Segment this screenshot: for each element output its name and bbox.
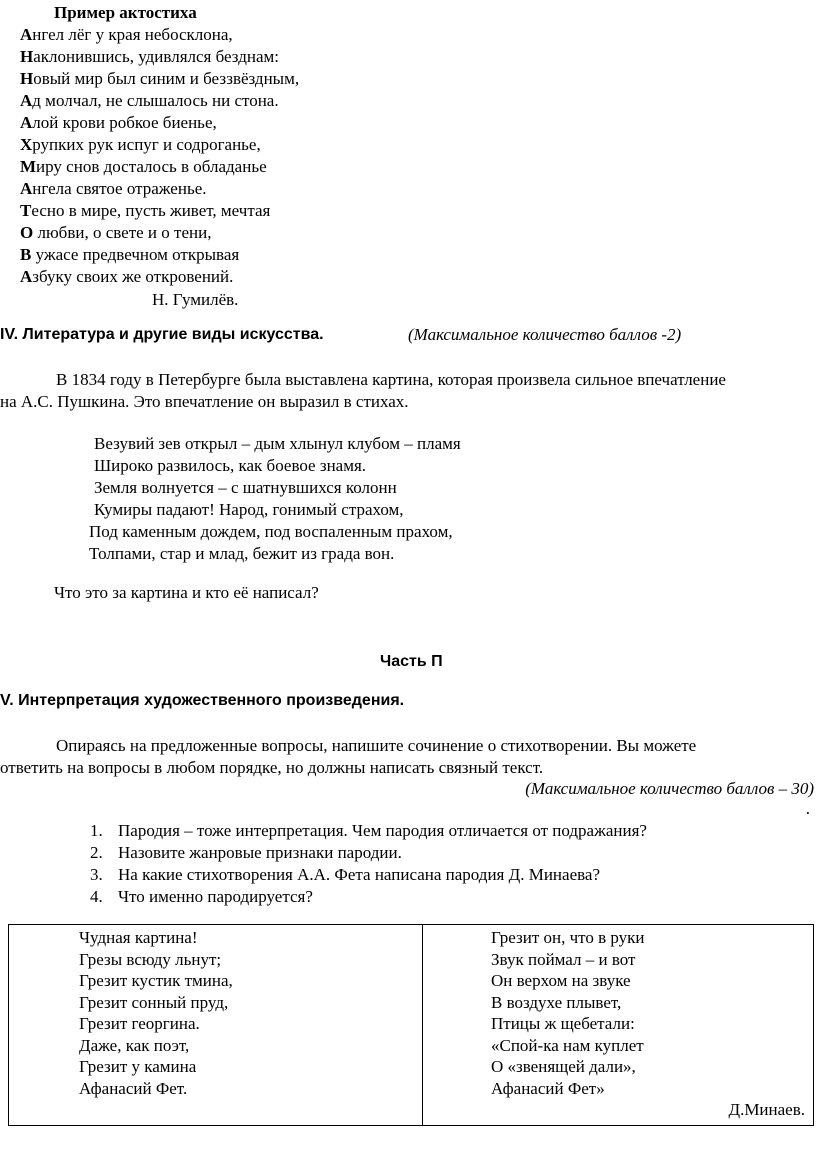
acrostic-line	[20, 90, 279, 112]
acrostic-initial: Н	[20, 47, 34, 66]
parody-left-cell	[9, 925, 423, 1126]
acrostic-line-text: д молчал, не слышалось ни стона.	[32, 91, 279, 110]
poem-line: Грезит сонный пруд,	[79, 992, 229, 1012]
poem-line: Афанасий Фет»	[491, 1078, 605, 1098]
poem-line: Грезит георгина.	[79, 1014, 200, 1033]
parody-signature: Д.Минаев.	[728, 1100, 805, 1119]
verse-line: Под каменным дождем, под воспаленным прахом,	[89, 522, 453, 541]
verse-line: Широко развилось, как боевое знамя.	[94, 456, 367, 475]
acrostic-author: Н. Гумилёв.	[152, 290, 239, 309]
question-number: 1.	[90, 821, 103, 840]
section4-intro-line1: В 1834 году в Петербурге была выставлена картина, которая произвела сильное впечатление	[56, 370, 726, 389]
section4-max-score: (Максимальное количество баллов -2)	[408, 325, 682, 344]
question-text: Что именно пародируется?	[118, 887, 313, 906]
acrostic-line	[20, 266, 233, 288]
section4-intro-line2: на А.С. Пушкина. Это впечатление он выразил в стихах.	[0, 392, 409, 411]
poem-line: Грезит он, что в руки	[491, 928, 645, 947]
acrostic-initial: А	[20, 267, 33, 286]
acrostic-line-text: лой крови робкое биенье,	[32, 113, 217, 132]
question-number: 2.	[90, 843, 103, 862]
acrostic-line	[20, 134, 261, 156]
verse-line: Кумиры падают! Народ, гонимый страхом,	[94, 500, 404, 519]
acrostic-line	[20, 24, 233, 46]
poem-line: Птицы ж щебетали:	[491, 1014, 635, 1033]
acrostic-line-text: аклонившись, удивлялся безднам:	[33, 47, 279, 66]
poem-line: Даже, как поэт,	[79, 1035, 190, 1055]
acrostic-initial: Н	[20, 69, 34, 88]
verse-line: Везувий зев открыл – дым хлынул клубом – пламя	[94, 434, 461, 453]
acrostic-initial: О	[20, 223, 34, 242]
acrostic-line	[20, 46, 279, 68]
acrostic-initial: А	[20, 91, 33, 110]
section4-heading: IV. Литература и другие виды искусства.	[0, 326, 324, 343]
parody-left-poem	[9, 927, 422, 1099]
poem-line: Грезит кустик тмина,	[79, 971, 233, 990]
poem-line: «Спой-ка нам куплет	[491, 1035, 644, 1055]
acrostic-line-text: нгел лёг у края небосклона,	[32, 25, 233, 44]
section5-heading: V. Интерпретация художественного произведения.	[0, 692, 405, 709]
acrostic-line-text: нгела святое отраженье.	[32, 179, 207, 198]
acrostic-line	[20, 244, 239, 266]
poem-line: Грезы всюду льнут;	[79, 949, 222, 969]
acrostic-initial: Т	[20, 201, 32, 220]
question-text: Назовите жанровые признаки пародии.	[118, 843, 402, 862]
poem-line: Он верхом на звуке	[491, 971, 631, 990]
question-item	[90, 842, 402, 864]
section5-intro-line2: ответить на вопросы в любом порядке, но должны написать связный текст.	[0, 758, 544, 777]
part2-title: Часть П	[380, 653, 443, 670]
acrostic-line-text: иру снов досталось в обладанье	[36, 157, 267, 176]
section5-intro-line1: Опираясь на предложенные вопросы, напишите сочинение о стихотворении. Вы можете	[56, 736, 697, 755]
parody-right-cell	[423, 925, 814, 1126]
acrostic-line-text: любви, о свете и о тени,	[33, 223, 212, 242]
acrostic-initial: М	[20, 157, 37, 176]
section4-question: Что это за картина и кто её написал?	[54, 583, 319, 602]
section5-dot: .	[805, 799, 810, 818]
acrostic-title: Пример актостиха	[54, 3, 197, 22]
poem-line: Грезит у камина	[79, 1057, 197, 1076]
acrostic-line	[20, 200, 270, 222]
poem-line: В воздухе плывет,	[491, 992, 622, 1012]
acrostic-line-text: есно в мире, пусть живет, мечтая	[31, 201, 271, 220]
acrostic-line-text: овый мир был синим и беззвёздным,	[33, 69, 300, 88]
question-number: 4.	[90, 887, 103, 906]
question-text: Пародия – тоже интерпретация. Чем пародия отличается от подражания?	[118, 821, 647, 840]
acrostic-initial: А	[20, 25, 33, 44]
acrostic-initial: Х	[20, 135, 33, 154]
question-number: 3.	[90, 865, 103, 884]
acrostic-line	[20, 222, 211, 244]
acrostic-line-text: рупких рук испуг и содроганье,	[32, 135, 261, 154]
poem-line: Афанасий Фет.	[79, 1078, 188, 1098]
parody-table	[8, 924, 814, 1126]
acrostic-line	[20, 178, 207, 200]
parody-right-poem	[423, 927, 813, 1099]
acrostic-initial: В	[20, 245, 32, 264]
question-item	[90, 820, 647, 842]
question-text: На какие стихотворения А.А. Фета написана пародия Д. Минаева?	[118, 865, 601, 884]
acrostic-initial: А	[20, 179, 33, 198]
poem-line: Звук поймал – и вот	[491, 949, 636, 969]
acrostic-line	[20, 156, 267, 178]
acrostic-line	[20, 68, 299, 90]
acrostic-line-text: збуку своих же откровений.	[32, 267, 234, 286]
acrostic-initial: А	[20, 113, 33, 132]
question-item	[90, 864, 600, 886]
poem-line: О «звенящей дали»,	[491, 1057, 636, 1076]
poem-line: Чудная картина!	[79, 928, 198, 947]
acrostic-line	[20, 112, 217, 134]
verse-line: Земля волнуется – с шатнувшихся колонн	[94, 478, 397, 497]
question-item	[90, 886, 313, 908]
acrostic-line-text: ужасе предвечном открывая	[31, 245, 240, 264]
verse-line: Толпами, стар и млад, бежит из града вон.	[89, 544, 395, 563]
section5-max-score: (Максимальное количество баллов – 30)	[525, 779, 814, 798]
